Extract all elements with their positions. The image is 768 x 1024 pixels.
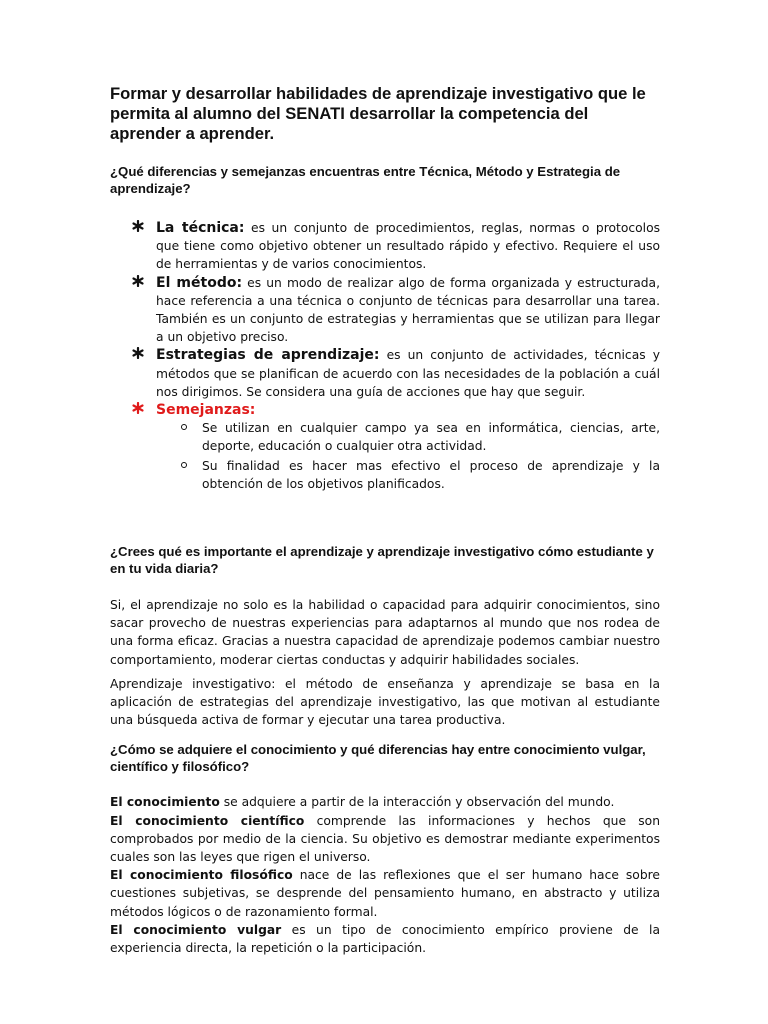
- knowledge-paragraph: El conocimiento se adquiere a partir de la interacción y observación del mundo.: [110, 795, 615, 810]
- question-1: ¿Qué diferencias y semejanzas encuentras entre Técnica, Método y Estrategia de aprendizaje?: [110, 164, 621, 196]
- answer-2-paragraph-1: Si, el aprendizaje no solo es la habilidad o capacidad para adquirir conocimientos, sino sacar provecho de nuestras experiencias para adaptarnos al mundo que nos rodea de una forma eficaz. Gracias a nuestra capacidad de aprendizaje podemos cambiar nuestro comportamiento, moderar ciertas conductas y adquirir habilidades sociales.: [110, 598, 660, 667]
- answer-2-paragraph-2: Aprendizaje investigativo: el método de enseñanza y aprendizaje se basa en la aplicación de estrategias del aprendizaje investigativo, las que motivan al estudiante una búsqueda activa de formar y ejecutar una tarea productiva.: [110, 676, 660, 728]
- definition-text: es un conjunto de actividades, técnicas y métodos que se planifican de acuerdo con las necesidades de la población a cuál nos dirigimos. Se considera una guía de acciones que hay que seguir.: [156, 348, 660, 399]
- asterisk-bullet-icon-red: [132, 402, 144, 414]
- term-tecnica: La técnica:: [156, 220, 245, 236]
- list-item: [156, 346, 660, 401]
- answer-3: [110, 793, 660, 957]
- term-metodo: El método:: [156, 274, 243, 291]
- circle-bullet-icon: [181, 424, 187, 430]
- list-item: [156, 219, 660, 274]
- circle-bullet-icon: [181, 462, 187, 468]
- question-2: ¿Crees qué es importante el aprendizaje y aprendizaje investigativo cómo estudiante y en tu vida diaria?: [110, 544, 654, 577]
- asterisk-bullet-icon: [132, 347, 144, 359]
- asterisk-bullet-icon: [132, 275, 144, 287]
- list-item: [156, 274, 660, 347]
- knowledge-paragraph: El conocimiento vulgar es un tipo de conocimiento empírico proviene de la experiencia directa, la repetición o la participación.: [110, 922, 660, 956]
- term-semejanzas: Semejanzas:: [156, 402, 256, 419]
- list-item: [156, 401, 660, 493]
- knowledge-paragraph: El conocimiento científico comprende las informaciones y hechos que son comprobados por medio de la ciencia. Su objetivo es demostrar mediante experimentos cuales son las leyes que rigen el universo.: [110, 813, 660, 865]
- definition-text: es un conjunto de procedimientos, reglas, normas o protocolos que tiene como objetivo obtener un resultado rápido y efectivo. Requiere el uso de herramientas y de varios conocimientos.: [156, 221, 660, 272]
- asterisk-bullet-icon: [132, 220, 144, 232]
- definition-text: es un modo de realizar algo de forma organizada y estructurada, hace referencia a una técnica o conjunto de técnicas para desarrollar una tarea. También es un conjunto de estrategias y herramientas que se utilizan para llegar a un objetivo preciso.: [156, 275, 661, 345]
- document-title: Formar y desarrollar habilidades de aprendizaje investigativo que le permita al alumno del SENATI desarrollar la competencia del aprender a aprender.: [110, 84, 646, 143]
- list-item: Su finalidad es hacer mas efectivo el proceso de aprendizaje y la obtención de los objetivos planificados.: [202, 457, 660, 493]
- list-item: Se utilizan en cualquier campo ya sea en informática, ciencias, arte, deporte, educación o cualquier otra actividad.: [202, 419, 660, 455]
- question-3: ¿Cómo se adquiere el conocimiento y qué diferencias hay entre conocimiento vulgar, científico y filosófico?: [110, 742, 646, 775]
- semejanzas-list: [156, 419, 660, 493]
- knowledge-paragraph: El conocimiento filosófico nace de las reflexiones que el ser humano hace sobre cuestiones subjetivas, se desprende del pensamiento humano, en abstracto y utiliza métodos lógicos o de razonamiento formal.: [110, 868, 660, 919]
- definitions-list: [110, 219, 660, 493]
- term-estrategias: Estrategias de aprendizaje:: [156, 347, 380, 364]
